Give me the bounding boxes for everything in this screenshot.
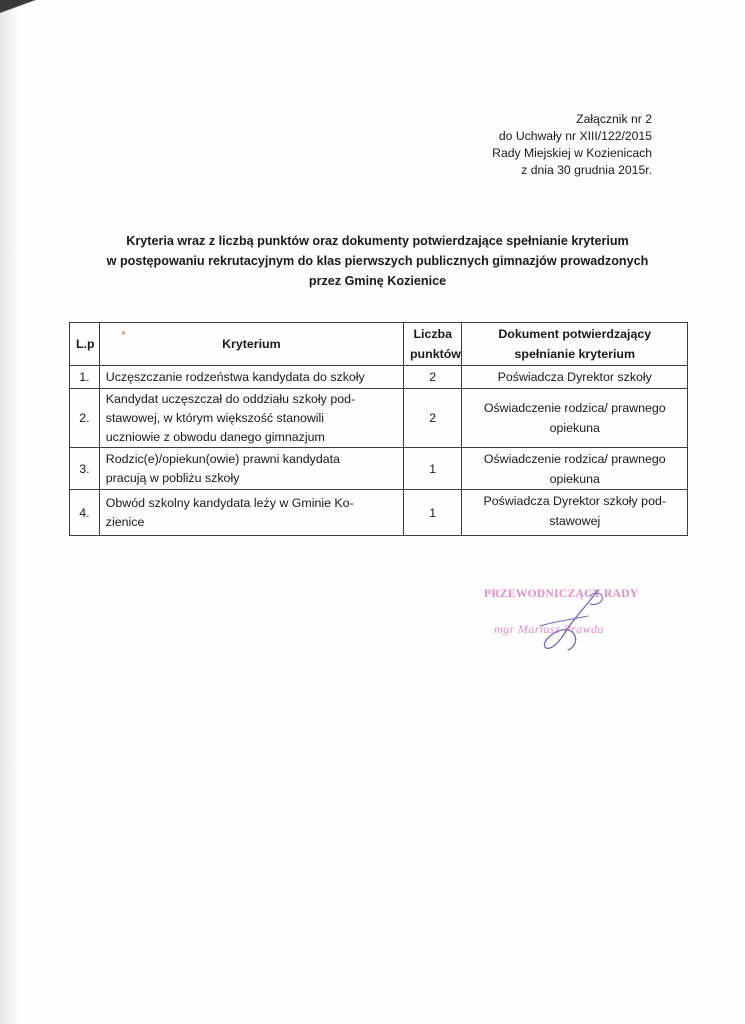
stamp-name: mgr Mariusz Prawda [494, 622, 604, 636]
row-number: 1. [70, 366, 100, 389]
table-row [70, 366, 688, 389]
annex-line: z dnia 30 grudnia 2015r. [521, 163, 652, 177]
document-line: Poświadcza Dyrektor szkoły pod- [483, 494, 666, 508]
stamp-title: PRZEWODNICZĄCY RADY [484, 588, 639, 600]
row-document [462, 490, 688, 536]
row-criterion [99, 448, 403, 490]
row-points: 2 [403, 366, 462, 389]
annex-header [492, 111, 652, 179]
document-line: Poświadcza Dyrektor szkoły [497, 370, 652, 384]
row-document [462, 448, 688, 490]
header-points [403, 323, 462, 366]
header-lp: L.p [70, 323, 100, 366]
title-line: Kryteria wraz z liczbą punktów oraz dokumenty potwierdzające spełnianie kryterium [126, 234, 629, 248]
document-line: stawowej [549, 514, 601, 528]
title-line: przez Gminę Kozienice [308, 274, 447, 288]
scan-edge-shadow [0, 0, 22, 1024]
criterion-line: uczniowie z obwodu danego gimnazjum [105, 429, 325, 444]
header-document [462, 323, 688, 366]
document-line: opiekuna [549, 421, 600, 435]
row-document [462, 366, 688, 389]
criterion-line: zienice [105, 514, 145, 529]
scan-corner-artifact [0, 0, 120, 60]
criterion-line: Obwód szkolny kandydata leży w Gminie Ko- [105, 495, 354, 510]
annex-line: Załącznik nr 2 [576, 112, 652, 126]
table-row [70, 389, 688, 448]
handwritten-signature-icon [528, 586, 618, 656]
header-document-line: Dokument potwierdzający [498, 327, 652, 341]
criteria-table [69, 322, 688, 536]
row-number: 4. [70, 490, 100, 536]
table-row [70, 448, 688, 490]
criterion-line: pracują w pobliżu szkoły [105, 470, 240, 485]
document-line: opiekuna [549, 472, 600, 486]
document-line: Oświadczenie rodzica/ prawnego [483, 401, 666, 415]
criterion-line: Uczęszczanie rodzeństwa kandydata do szkoły [105, 369, 365, 384]
header-points-line: punktów [409, 347, 461, 361]
title-line: w postępowaniu rekrutacyjnym do klas pierwszych publicznych gimnazjów prowadzonych [106, 254, 649, 268]
row-criterion [99, 490, 403, 536]
header-document-line: spełnianie kryterium [514, 347, 635, 361]
scan-speck-icon: ❦ [121, 331, 127, 337]
row-document [462, 389, 688, 448]
row-number: 2. [70, 389, 100, 448]
row-points: 1 [403, 448, 462, 490]
annex-line: Rady Miejskiej w Kozienicach [492, 146, 652, 160]
row-points: 2 [403, 389, 462, 448]
row-criterion [99, 366, 403, 389]
table-row [70, 490, 688, 536]
document-title [70, 231, 685, 291]
row-criterion [99, 389, 403, 448]
header-points-line: Liczba [413, 327, 453, 341]
header-criterion: Kryterium [99, 323, 403, 366]
row-points: 1 [403, 490, 462, 536]
row-number: 3. [70, 448, 100, 490]
criterion-line: Kandydat uczęszczał do oddziału szkoły pod- [105, 391, 356, 406]
criterion-line: Rodzic(e)/opiekun(owie) prawni kandydata [105, 451, 340, 466]
annex-line: do Uchwały nr XIII/122/2015 [498, 129, 652, 143]
document-line: Oświadczenie rodzica/ prawnego [483, 452, 666, 466]
criterion-line: stawowej, w którym większość stanowili [105, 410, 325, 425]
table-header-row [70, 323, 688, 366]
